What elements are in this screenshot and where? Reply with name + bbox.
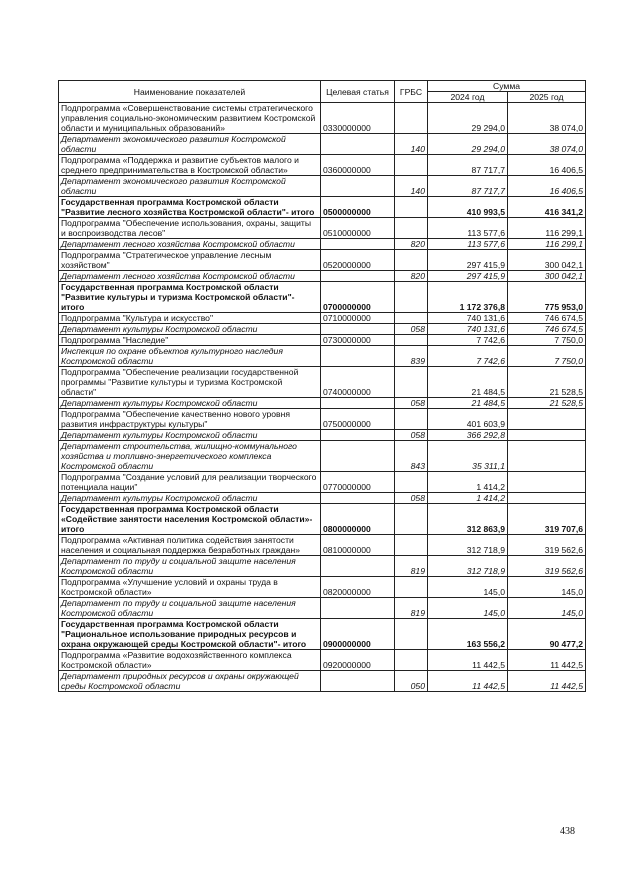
page-number: 438 xyxy=(560,826,575,837)
table-row xyxy=(59,218,586,239)
row-grbs-code xyxy=(395,250,428,271)
row-sum-2025 xyxy=(508,472,586,493)
row-sum-2025: 90 477,2 xyxy=(508,619,586,650)
row-name: Департамент экономического развития Костромской области xyxy=(59,134,321,155)
row-target-code xyxy=(321,176,395,197)
table-row xyxy=(59,472,586,493)
table-row xyxy=(59,282,586,313)
row-sum-2024: 7 742,6 xyxy=(428,346,508,367)
row-sum-2025: 319 562,6 xyxy=(508,535,586,556)
row-sum-2024: 145,0 xyxy=(428,577,508,598)
row-grbs-code: 058 xyxy=(395,398,428,409)
header-year-2025: 2025 год xyxy=(508,92,586,103)
row-grbs-code: 819 xyxy=(395,556,428,577)
row-sum-2025 xyxy=(508,441,586,472)
row-name: Департамент культуры Костромской области xyxy=(59,493,321,504)
row-name: Инспекция по охране объектов культурного наследия Костромской области xyxy=(59,346,321,367)
row-name: Государственная программа Костромской области "Развитие лесного хозяйства Костромской области"- итого xyxy=(59,197,321,218)
row-sum-2025: 145,0 xyxy=(508,598,586,619)
row-grbs-code xyxy=(395,335,428,346)
row-sum-2025: 16 406,5 xyxy=(508,155,586,176)
table-row xyxy=(59,134,586,155)
row-sum-2024: 29 294,0 xyxy=(428,103,508,134)
row-sum-2024: 410 993,5 xyxy=(428,197,508,218)
row-sum-2024: 113 577,6 xyxy=(428,218,508,239)
row-grbs-code xyxy=(395,282,428,313)
table-row xyxy=(59,197,586,218)
table-body xyxy=(59,103,586,692)
row-sum-2024: 312 718,9 xyxy=(428,535,508,556)
row-target-code xyxy=(321,239,395,250)
row-name: Подпрограмма «Поддержка и развитие субъектов малого и среднего предпринимательства в Костромской области» xyxy=(59,155,321,176)
row-name: Подпрограмма "Культура и искусство" xyxy=(59,313,321,324)
row-name: Департамент по труду и социальной защите населения Костромской области xyxy=(59,598,321,619)
row-target-code xyxy=(321,346,395,367)
row-grbs-code: 843 xyxy=(395,441,428,472)
row-name: Департамент культуры Костромской области xyxy=(59,398,321,409)
header-year-2024: 2024 год xyxy=(428,92,508,103)
row-target-code: 0510000000 xyxy=(321,218,395,239)
table-row xyxy=(59,176,586,197)
row-sum-2025: 38 074,0 xyxy=(508,134,586,155)
table-row xyxy=(59,346,586,367)
row-name: Подпрограмма "Создание условий для реализации творческого потенциала нации" xyxy=(59,472,321,493)
table-row xyxy=(59,619,586,650)
table-row xyxy=(59,671,586,692)
table-row xyxy=(59,398,586,409)
table-row xyxy=(59,535,586,556)
row-sum-2025: 116 299,1 xyxy=(508,218,586,239)
row-name: Подпрограмма «Активная политика содействия занятости населения и социальная поддержка безработных граждан» xyxy=(59,535,321,556)
row-sum-2025: 416 341,2 xyxy=(508,197,586,218)
row-sum-2024: 1 414,2 xyxy=(428,472,508,493)
row-sum-2025: 746 674,5 xyxy=(508,324,586,335)
header-grbs: ГРБС xyxy=(395,81,428,103)
table-row xyxy=(59,367,586,398)
row-name: Подпрограмма "Обеспечение реализации государственной программы "Развитие культуры и туризма Костромской области" xyxy=(59,367,321,398)
table-row xyxy=(59,598,586,619)
row-sum-2024: 87 717,7 xyxy=(428,176,508,197)
table-row xyxy=(59,504,586,535)
row-target-code xyxy=(321,441,395,472)
row-target-code xyxy=(321,493,395,504)
row-target-code: 0920000000 xyxy=(321,650,395,671)
row-target-code: 0710000000 xyxy=(321,313,395,324)
row-sum-2024: 366 292,8 xyxy=(428,430,508,441)
row-sum-2024: 312 718,9 xyxy=(428,556,508,577)
row-target-code: 0750000000 xyxy=(321,409,395,430)
row-sum-2024: 297 415,9 xyxy=(428,271,508,282)
row-sum-2025: 319 707,6 xyxy=(508,504,586,535)
row-sum-2025: 21 528,5 xyxy=(508,398,586,409)
row-sum-2024: 21 484,5 xyxy=(428,398,508,409)
row-sum-2025: 11 442,5 xyxy=(508,650,586,671)
row-grbs-code: 140 xyxy=(395,134,428,155)
table-row xyxy=(59,324,586,335)
row-grbs-code: 839 xyxy=(395,346,428,367)
row-sum-2025: 145,0 xyxy=(508,577,586,598)
row-name: Государственная программа Костромской области "Развитие культуры и туризма Костромской области"- итого xyxy=(59,282,321,313)
row-grbs-code xyxy=(395,650,428,671)
row-grbs-code xyxy=(395,367,428,398)
row-target-code: 0520000000 xyxy=(321,250,395,271)
table-row xyxy=(59,409,586,430)
row-sum-2025: 319 562,6 xyxy=(508,556,586,577)
budget-table xyxy=(58,80,586,692)
row-target-code: 0810000000 xyxy=(321,535,395,556)
row-name: Департамент культуры Костромской области xyxy=(59,324,321,335)
row-name: Подпрограмма "Обеспечение качественно нового уровня развития инфраструктуры культуры" xyxy=(59,409,321,430)
row-grbs-code: 820 xyxy=(395,239,428,250)
table-row xyxy=(59,239,586,250)
row-sum-2025 xyxy=(508,409,586,430)
row-name: Департамент культуры Костромской области xyxy=(59,430,321,441)
row-sum-2024: 7 742,6 xyxy=(428,335,508,346)
row-sum-2024: 163 556,2 xyxy=(428,619,508,650)
table-header xyxy=(59,81,586,103)
row-name: Департамент лесного хозяйства Костромской области xyxy=(59,271,321,282)
row-sum-2024: 1 172 376,8 xyxy=(428,282,508,313)
row-target-code: 0330000000 xyxy=(321,103,395,134)
header-code: Целевая статья xyxy=(321,81,395,103)
header-name: Наименование показателей xyxy=(59,81,321,103)
row-sum-2024: 29 294,0 xyxy=(428,134,508,155)
row-sum-2024: 11 442,5 xyxy=(428,650,508,671)
row-grbs-code xyxy=(395,619,428,650)
row-name: Подпрограмма «Развитие водохозяйственного комплекса Костромской области» xyxy=(59,650,321,671)
row-sum-2024: 87 717,7 xyxy=(428,155,508,176)
row-grbs-code: 050 xyxy=(395,671,428,692)
table-row xyxy=(59,441,586,472)
table-row xyxy=(59,650,586,671)
table-row xyxy=(59,493,586,504)
row-sum-2025: 7 750,0 xyxy=(508,335,586,346)
row-sum-2025 xyxy=(508,430,586,441)
row-sum-2025: 775 953,0 xyxy=(508,282,586,313)
row-target-code: 0500000000 xyxy=(321,197,395,218)
row-grbs-code xyxy=(395,197,428,218)
row-grbs-code xyxy=(395,577,428,598)
row-target-code: 0360000000 xyxy=(321,155,395,176)
table-row xyxy=(59,103,586,134)
row-target-code: 0730000000 xyxy=(321,335,395,346)
table-row xyxy=(59,335,586,346)
row-sum-2025: 746 674,5 xyxy=(508,313,586,324)
row-target-code: 0820000000 xyxy=(321,577,395,598)
row-target-code xyxy=(321,134,395,155)
row-sum-2024: 145,0 xyxy=(428,598,508,619)
row-sum-2024: 740 131,6 xyxy=(428,324,508,335)
row-grbs-code xyxy=(395,313,428,324)
row-sum-2024: 312 863,9 xyxy=(428,504,508,535)
row-grbs-code xyxy=(395,409,428,430)
table-row xyxy=(59,271,586,282)
row-target-code xyxy=(321,671,395,692)
row-name: Департамент строительства, жилищно-коммунального хозяйства и топливно-энергетического комплекса Костромской области xyxy=(59,441,321,472)
row-target-code xyxy=(321,430,395,441)
row-grbs-code xyxy=(395,504,428,535)
row-grbs-code xyxy=(395,218,428,239)
row-sum-2024: 113 577,6 xyxy=(428,239,508,250)
row-grbs-code xyxy=(395,155,428,176)
table-row xyxy=(59,313,586,324)
row-target-code: 0740000000 xyxy=(321,367,395,398)
header-sum: Сумма xyxy=(428,81,586,92)
row-target-code xyxy=(321,598,395,619)
row-grbs-code: 820 xyxy=(395,271,428,282)
row-name: Департамент лесного хозяйства Костромской области xyxy=(59,239,321,250)
row-name: Государственная программа Костромской области «Содействие занятости населения Костромской области»- итого xyxy=(59,504,321,535)
row-name: Подпрограмма «Улучшение условий и охраны труда в Костромской области» xyxy=(59,577,321,598)
row-name: Департамент по труду и социальной защите населения Костромской области xyxy=(59,556,321,577)
row-sum-2024: 21 484,5 xyxy=(428,367,508,398)
row-target-code xyxy=(321,324,395,335)
row-sum-2025: 7 750,0 xyxy=(508,346,586,367)
row-target-code: 0800000000 xyxy=(321,504,395,535)
row-sum-2025 xyxy=(508,493,586,504)
row-target-code: 0900000000 xyxy=(321,619,395,650)
table-row xyxy=(59,155,586,176)
row-grbs-code: 819 xyxy=(395,598,428,619)
row-sum-2024: 35 311,1 xyxy=(428,441,508,472)
row-grbs-code: 058 xyxy=(395,430,428,441)
table-row xyxy=(59,577,586,598)
row-sum-2025: 38 074,0 xyxy=(508,103,586,134)
row-name: Подпрограмма «Совершенствование системы стратегического управления социально-экономическим развитием Костромской области и муниципальных образований» xyxy=(59,103,321,134)
row-sum-2024: 1 414,2 xyxy=(428,493,508,504)
row-target-code xyxy=(321,556,395,577)
row-name: Департамент природных ресурсов и охраны окружающей среды Костромской области xyxy=(59,671,321,692)
row-grbs-code: 058 xyxy=(395,324,428,335)
row-sum-2025: 300 042,1 xyxy=(508,250,586,271)
table-row xyxy=(59,250,586,271)
table-row xyxy=(59,430,586,441)
row-grbs-code xyxy=(395,103,428,134)
row-name: Подпрограмма "Стратегическое управление лесным хозяйством" xyxy=(59,250,321,271)
row-grbs-code: 140 xyxy=(395,176,428,197)
row-sum-2024: 401 603,9 xyxy=(428,409,508,430)
row-sum-2025: 116 299,1 xyxy=(508,239,586,250)
table-row xyxy=(59,556,586,577)
row-name: Подпрограмма "Обеспечение использования, охраны, защиты и воспроизводства лесов" xyxy=(59,218,321,239)
row-target-code xyxy=(321,271,395,282)
row-sum-2024: 11 442,5 xyxy=(428,671,508,692)
row-sum-2024: 297 415,9 xyxy=(428,250,508,271)
row-name: Государственная программа Костромской области "Рациональное использование природных ресурсов и охрана окружающей среды Костромской области"- итого xyxy=(59,619,321,650)
row-grbs-code xyxy=(395,472,428,493)
row-sum-2025: 21 528,5 xyxy=(508,367,586,398)
row-target-code: 0770000000 xyxy=(321,472,395,493)
row-target-code xyxy=(321,398,395,409)
row-grbs-code: 058 xyxy=(395,493,428,504)
row-sum-2025: 11 442,5 xyxy=(508,671,586,692)
row-sum-2025: 300 042,1 xyxy=(508,271,586,282)
row-grbs-code xyxy=(395,535,428,556)
row-name: Подпрограмма "Наследие" xyxy=(59,335,321,346)
row-name: Департамент экономического развития Костромской области xyxy=(59,176,321,197)
row-sum-2025: 16 406,5 xyxy=(508,176,586,197)
row-sum-2024: 740 131,6 xyxy=(428,313,508,324)
row-target-code: 0700000000 xyxy=(321,282,395,313)
